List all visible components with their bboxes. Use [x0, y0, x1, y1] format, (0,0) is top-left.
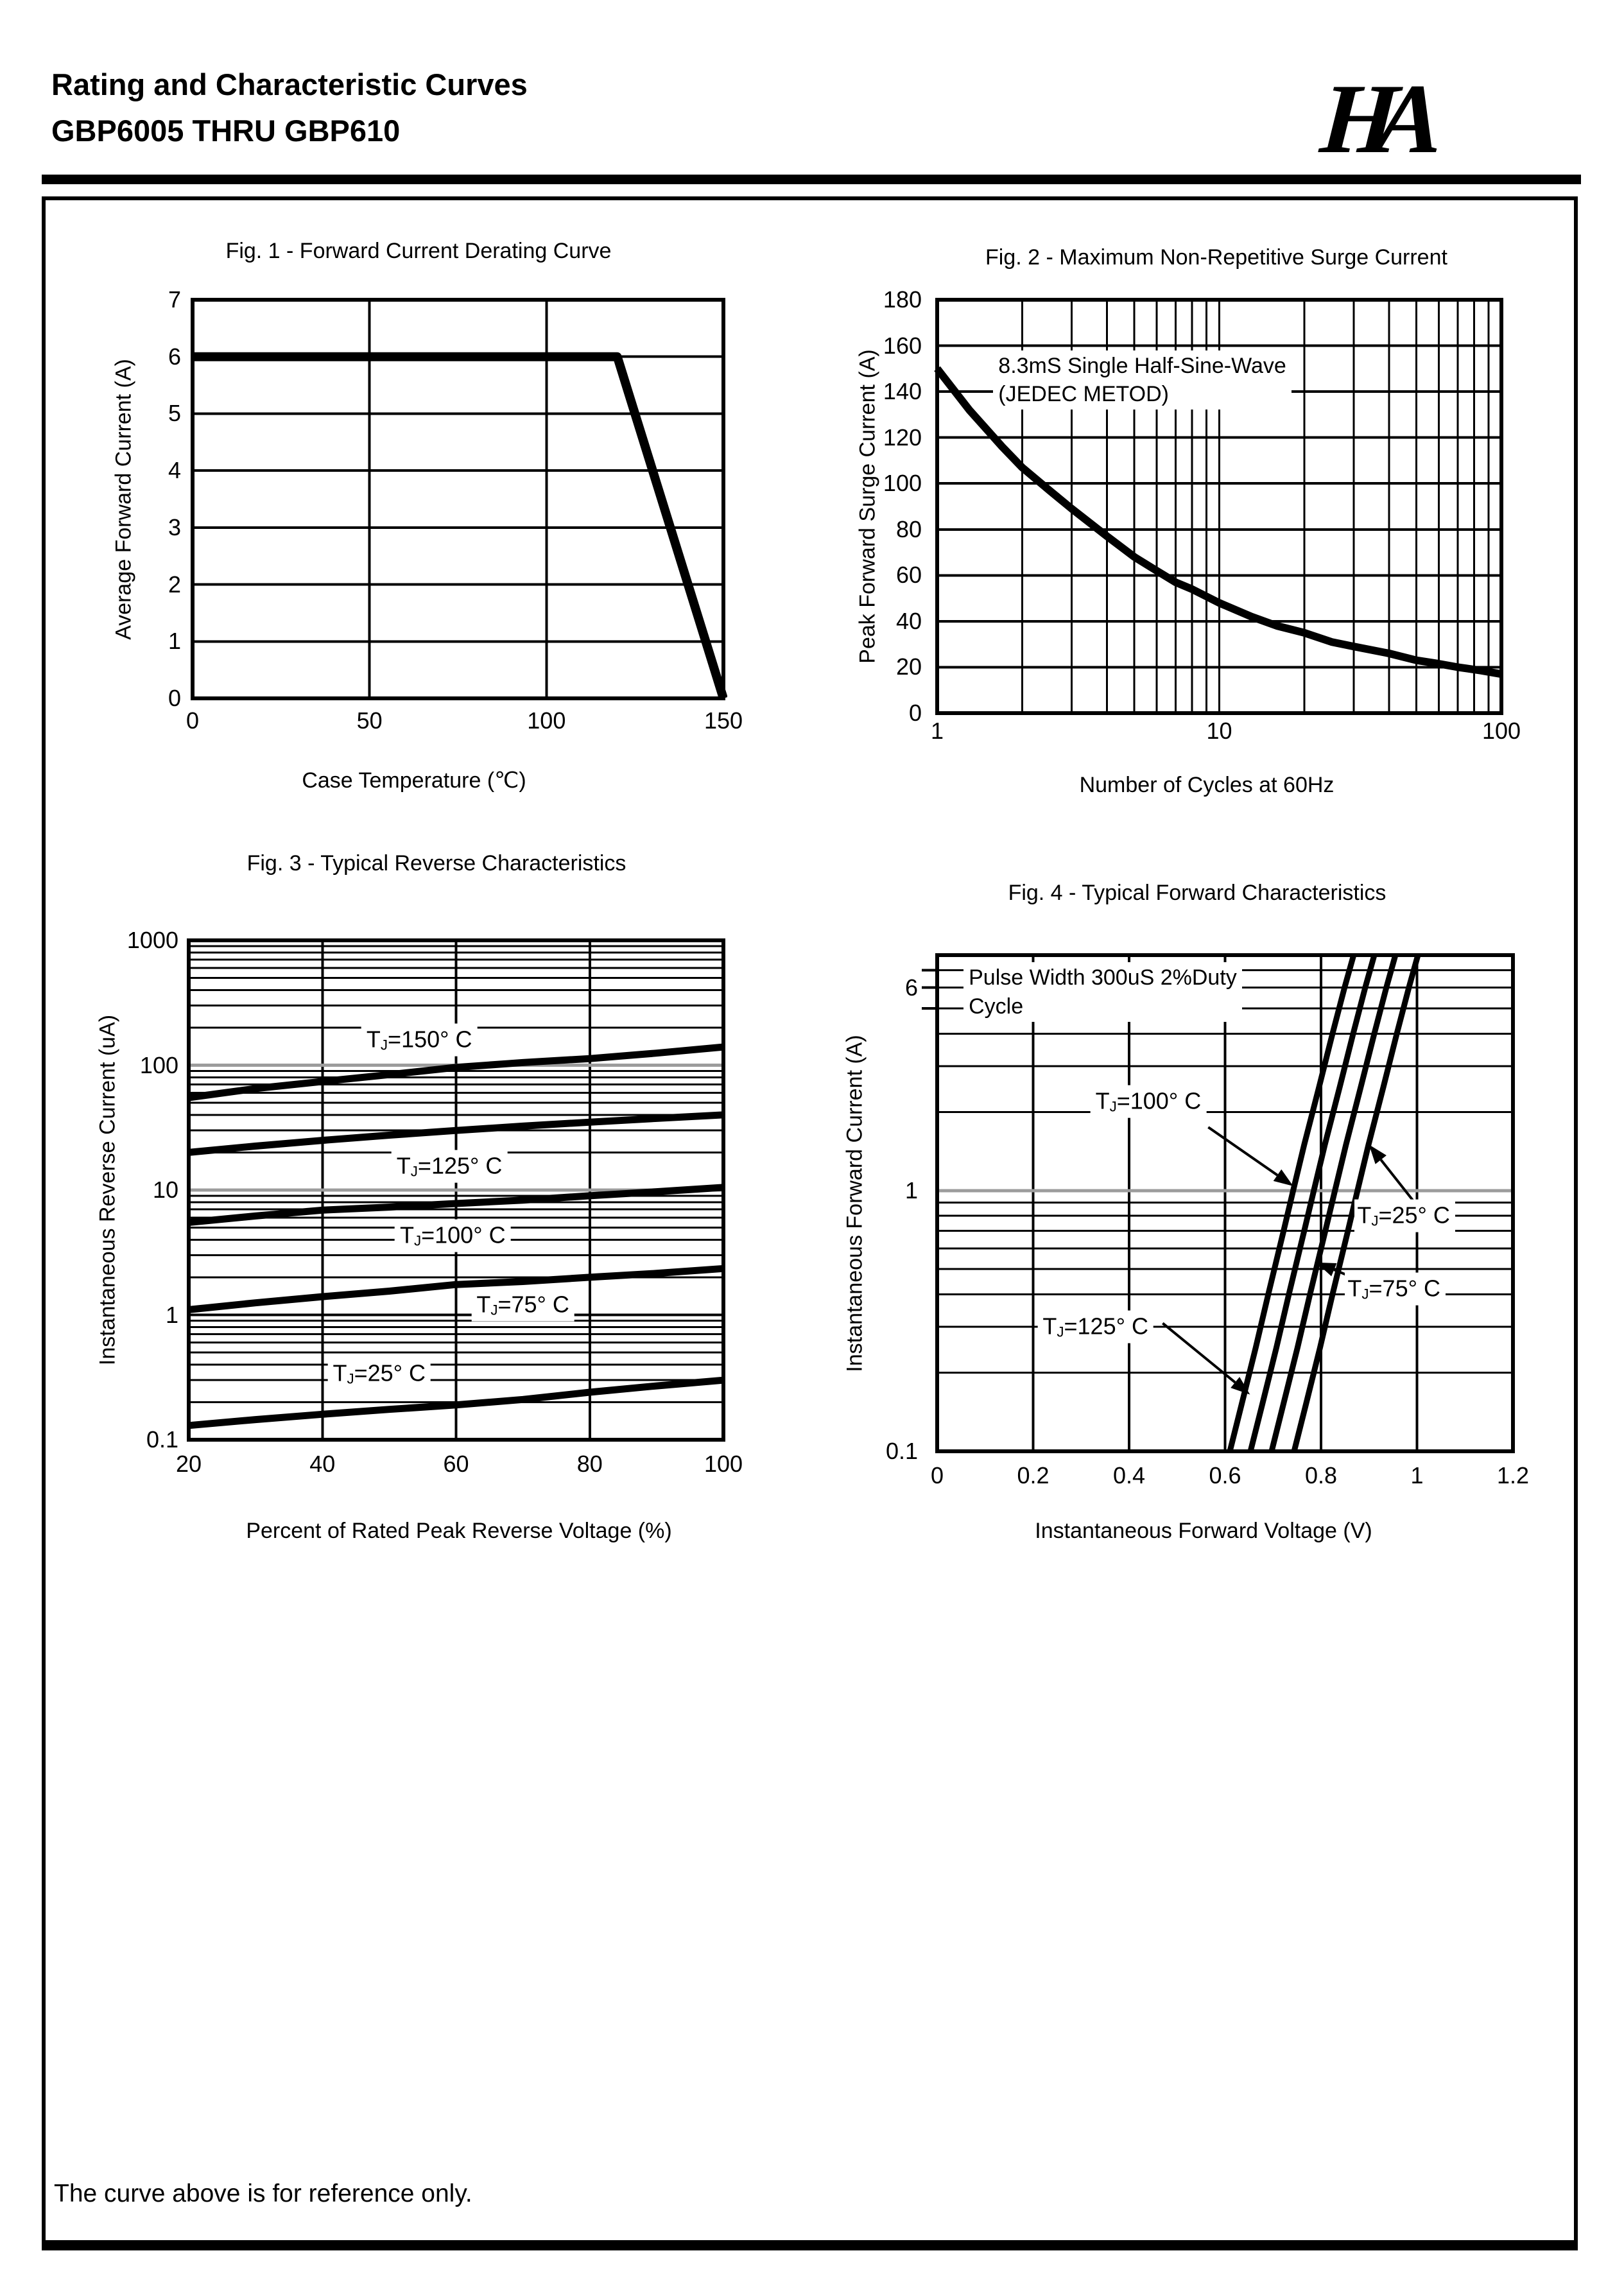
- fig1-y-tick-label: 2: [168, 571, 181, 598]
- fig2-y-tick-label: 160: [883, 332, 922, 359]
- fig2-y-tick-label: 120: [883, 424, 922, 451]
- fig3-y-tick-label: 10: [152, 1177, 178, 1203]
- fig3-x-tick-label: 20: [175, 1451, 202, 1477]
- fig4-annotation: TJ=25° C: [1354, 1200, 1455, 1232]
- fig4-x-tick-label: 0.6: [1209, 1462, 1241, 1489]
- fig3-annotation: TJ=100° C: [395, 1220, 511, 1252]
- fig2-y-tick-label: 80: [895, 515, 922, 542]
- fig3-y-tick-label: 1000: [126, 927, 178, 953]
- fig1-x-tick-label: 150: [704, 707, 743, 734]
- fig2-y-tick-label: 180: [883, 286, 922, 313]
- fig2-y-tick-label: 100: [883, 470, 922, 497]
- fig4-arrow: [1369, 1144, 1386, 1164]
- fig3-annotation: TJ=25° C: [327, 1357, 431, 1390]
- brand-logo: HA: [1317, 64, 1426, 174]
- fig1-y-tick-label: 7: [168, 286, 181, 313]
- fig3-x-axis-label: Percent of Rated Peak Reverse Voltage (%): [246, 1519, 672, 1543]
- fig4-title: Fig. 4 - Typical Forward Characteristics: [1008, 881, 1386, 905]
- fig4-annotation: TJ=125° C: [1037, 1311, 1153, 1343]
- fig3-y-axis-label: Instantaneous Reverse Current (uA): [95, 1014, 120, 1366]
- part-number-range: GBP6005 THRU GBP610: [51, 114, 401, 148]
- fig4-x-tick-label: 0.8: [1304, 1462, 1338, 1489]
- fig4-x-tick-label: 1: [1410, 1462, 1424, 1489]
- fig1-y-tick-label: 0: [168, 685, 181, 711]
- fig4-y-tick-label: 0.1: [885, 1438, 918, 1464]
- fig1-y-tick-label: 5: [168, 400, 181, 427]
- fig4-x-axis-label: Instantaneous Forward Voltage (V): [1035, 1519, 1372, 1543]
- fig4-annotation: Pulse Width 300uS 2%Duty Cycle: [963, 962, 1242, 1021]
- fig3-annotation: TJ=75° C: [471, 1289, 574, 1322]
- fig2-y-tick-label: 60: [895, 562, 922, 589]
- fig2-x-tick-label: 10: [1206, 718, 1232, 744]
- page-title: Rating and Characteristic Curves: [51, 67, 528, 101]
- fig3-y-tick-label: 1: [165, 1301, 178, 1328]
- fig2-title: Fig. 2 - Maximum Non-Repetitive Surge Current: [985, 245, 1447, 270]
- fig3-y-tick-label: 100: [139, 1051, 178, 1078]
- fig1-plot: [193, 300, 723, 698]
- fig3-plot: [189, 940, 723, 1440]
- fig1-y-tick-label: 6: [168, 343, 181, 370]
- fig3-x-tick-label: 80: [576, 1451, 603, 1477]
- fig1-title: Fig. 1 - Forward Current Derating Curve: [225, 239, 612, 263]
- fig3-x-tick-label: 100: [704, 1451, 743, 1477]
- reference-note: The curve above is for reference only.: [54, 2180, 472, 2207]
- fig3-y-tick-label: 0.1: [146, 1426, 178, 1453]
- fig2-x-tick-label: 1: [930, 718, 944, 744]
- fig3-annotation: TJ=125° C: [392, 1150, 508, 1183]
- fig2-y-tick-label: 20: [895, 653, 922, 680]
- fig4-y-tick-label: 6: [904, 974, 918, 1001]
- fig4-x-tick-label: 0.2: [1017, 1462, 1050, 1489]
- fig2-x-tick-label: 100: [1481, 718, 1521, 744]
- fig4-y-tick-label: 1: [904, 1177, 918, 1204]
- fig1-x-tick-label: 0: [186, 707, 200, 734]
- fig1-y-tick-label: 3: [168, 514, 181, 540]
- fig1-x-tick-label: 100: [527, 707, 566, 734]
- fig4-x-tick-label: 0.4: [1112, 1462, 1146, 1489]
- fig1-x-tick-label: 50: [356, 707, 383, 734]
- fig2-y-tick-label: 0: [908, 700, 922, 726]
- fig2-annotation: 8.3mS Single Half-Sine-Wave (JEDEC METOD): [993, 350, 1291, 410]
- fig2-y-tick-label: 140: [883, 378, 922, 405]
- fig2-x-axis-label: Number of Cycles at 60Hz: [1079, 773, 1335, 797]
- fig4-x-tick-label: 1.2: [1496, 1462, 1530, 1489]
- fig3-annotation: TJ=150° C: [361, 1023, 478, 1056]
- fig2-y-axis-label: Peak Forward Surge Current (A): [855, 349, 880, 664]
- fig3-x-tick-label: 60: [443, 1451, 469, 1477]
- fig1-y-tick-label: 1: [168, 628, 181, 655]
- fig3-x-tick-label: 40: [309, 1451, 336, 1477]
- fig3-title: Fig. 3 - Typical Reverse Characteristics: [246, 851, 626, 876]
- fig4-y-axis-label: Instantaneous Forward Current (A): [842, 1035, 867, 1372]
- fig2-y-tick-label: 40: [895, 607, 922, 634]
- fig1-x-axis-label: Case Temperature (℃): [302, 768, 526, 793]
- fig4-annotation: TJ=75° C: [1345, 1272, 1446, 1305]
- fig1-y-axis-label: Average Forward Current (A): [111, 359, 136, 640]
- fig4-arrow: [1274, 1170, 1293, 1186]
- fig4-annotation: TJ=100° C: [1091, 1085, 1207, 1118]
- fig1-y-tick-label: 4: [168, 457, 181, 484]
- fig4-x-tick-label: 0: [930, 1462, 944, 1489]
